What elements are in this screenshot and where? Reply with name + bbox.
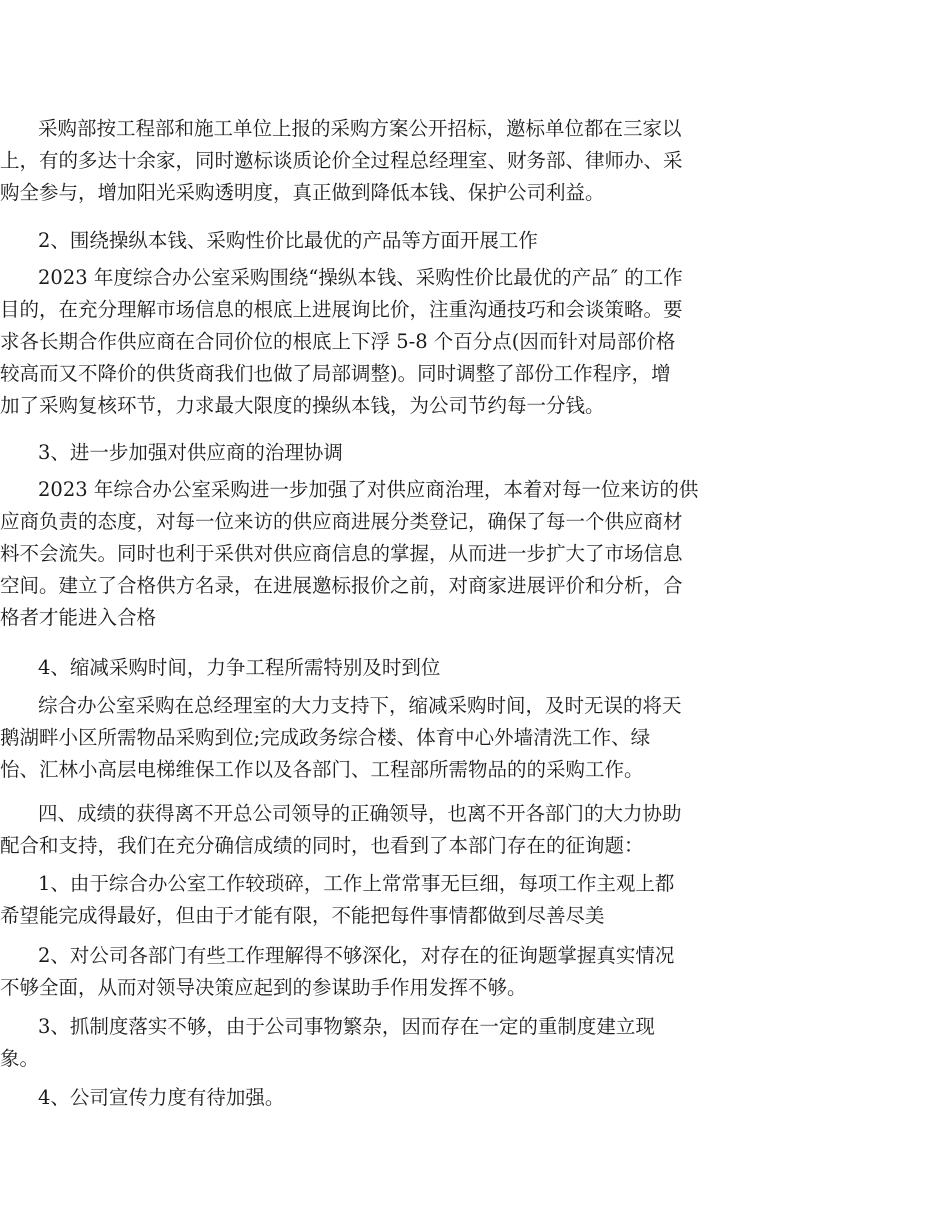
paragraph-issue-2 <box>0 940 674 1004</box>
text-line: 格者才能进入合格 <box>0 606 157 629</box>
paragraph-supplier-management <box>0 474 698 634</box>
text-line: 空间。建立了合格供方名录，在进展邀标报价之前，对商家进展评价和分析，合 <box>0 574 683 597</box>
text-line: 料不会流失。同时也利于采供对供应商信息的掌握，从而进一步扩大了市场信息 <box>0 542 683 565</box>
text-line: 配合和支持，我们在充分确信成绩的同时，也看到了本部门存在的征询题： <box>0 834 644 857</box>
text-line: 求各长期合作供应商在合同价位的根底上下浮 5-8 个百分点(因而针对局部价格 <box>0 330 676 353</box>
paragraph-section-four <box>0 798 682 862</box>
text-line: 上，有的多达十余家，同时邀标谈质论价全过程总经理室、财务部、律师办、采 <box>0 149 683 172</box>
text-line: 不够全面，从而对领导决策应起到的参谋助手作用发挥不够。 <box>0 976 527 999</box>
text-line: 2、对公司各部门有些工作理解得不够深化，对存在的征询题掌握真实情况 <box>38 944 675 967</box>
text-line: 2023 年综合办公室采购进一步加强了对供应商治理，本着对每一位来访的供 <box>38 478 699 501</box>
paragraph-issue-4 <box>0 1082 284 1114</box>
text-line: 希望能完成得最好，但由于才能有限，不能把每件事情都做到尽善尽美 <box>0 904 605 927</box>
heading-line: 4、缩减采购时间，力争工程所需特别及时到位 <box>38 656 441 679</box>
paragraph-issue-3 <box>0 1011 655 1075</box>
text-line: 加了采购复核环节，力求最大限度的操纵本钱，为公司节约每一分钱。 <box>0 394 605 417</box>
paragraph-procurement-bidding <box>0 113 683 209</box>
section-heading-3 <box>0 437 343 469</box>
heading-line: 2、围绕操纵本钱、采购性价比最优的产品等方面开展工作 <box>38 229 538 252</box>
text-line: 2023 年度综合办公室采购围绕“操纵本钱、采购性价比最优的产品″ 的工作 <box>38 266 683 289</box>
text-line: 3、抓制度落实不够，由于公司事物繁杂，因而存在一定的重制度建立现 <box>38 1015 655 1038</box>
text-line: 怡、汇林小高层电梯维保工作以及各部门、工程部所需物品的的采购工作。 <box>0 758 644 781</box>
text-line: 综合办公室采购在总经理室的大力支持下，缩减采购时间，及时无误的将天 <box>38 694 682 717</box>
paragraph-cost-control <box>0 262 683 422</box>
heading-line: 3、进一步加强对供应商的治理协调 <box>38 441 343 464</box>
text-line: 象。 <box>0 1047 40 1070</box>
text-line: 购全参与，增加阳光采购透明度，真正做到降低本钱、保护公司利益。 <box>0 181 605 204</box>
paragraph-procurement-time <box>0 690 682 786</box>
text-line: 鹅湖畔小区所需物品采购到位;完成政务综合楼、体育中心外墙清洗工作、绿 <box>0 726 651 749</box>
paragraph-issue-1 <box>0 868 674 932</box>
text-line: 目的，在充分理解市场信息的根底上进展询比价，注重沟通技巧和会谈策略。要 <box>0 298 683 321</box>
text-line: 1、由于综合办公室工作较琐碎，工作上常常事无巨细，每项工作主观上都 <box>38 872 675 895</box>
text-line: 4、公司宣传力度有待加强。 <box>38 1086 285 1109</box>
section-heading-2 <box>0 225 538 257</box>
text-line: 采购部按工程部和施工单位上报的采购方案公开招标，邀标单位都在三家以 <box>38 117 682 140</box>
text-line: 较高而又不降价的供货商我们也做了局部调整)。同时调整了部份工作程序，增 <box>0 362 671 385</box>
section-heading-4 <box>0 652 440 684</box>
text-line: 四、成绩的获得离不开总公司领导的正确领导，也离不开各部门的大力协助 <box>38 802 682 825</box>
text-line: 应商负责的态度，对每一位来访的供应商进展分类登记，确保了每一个供应商材 <box>0 510 683 533</box>
